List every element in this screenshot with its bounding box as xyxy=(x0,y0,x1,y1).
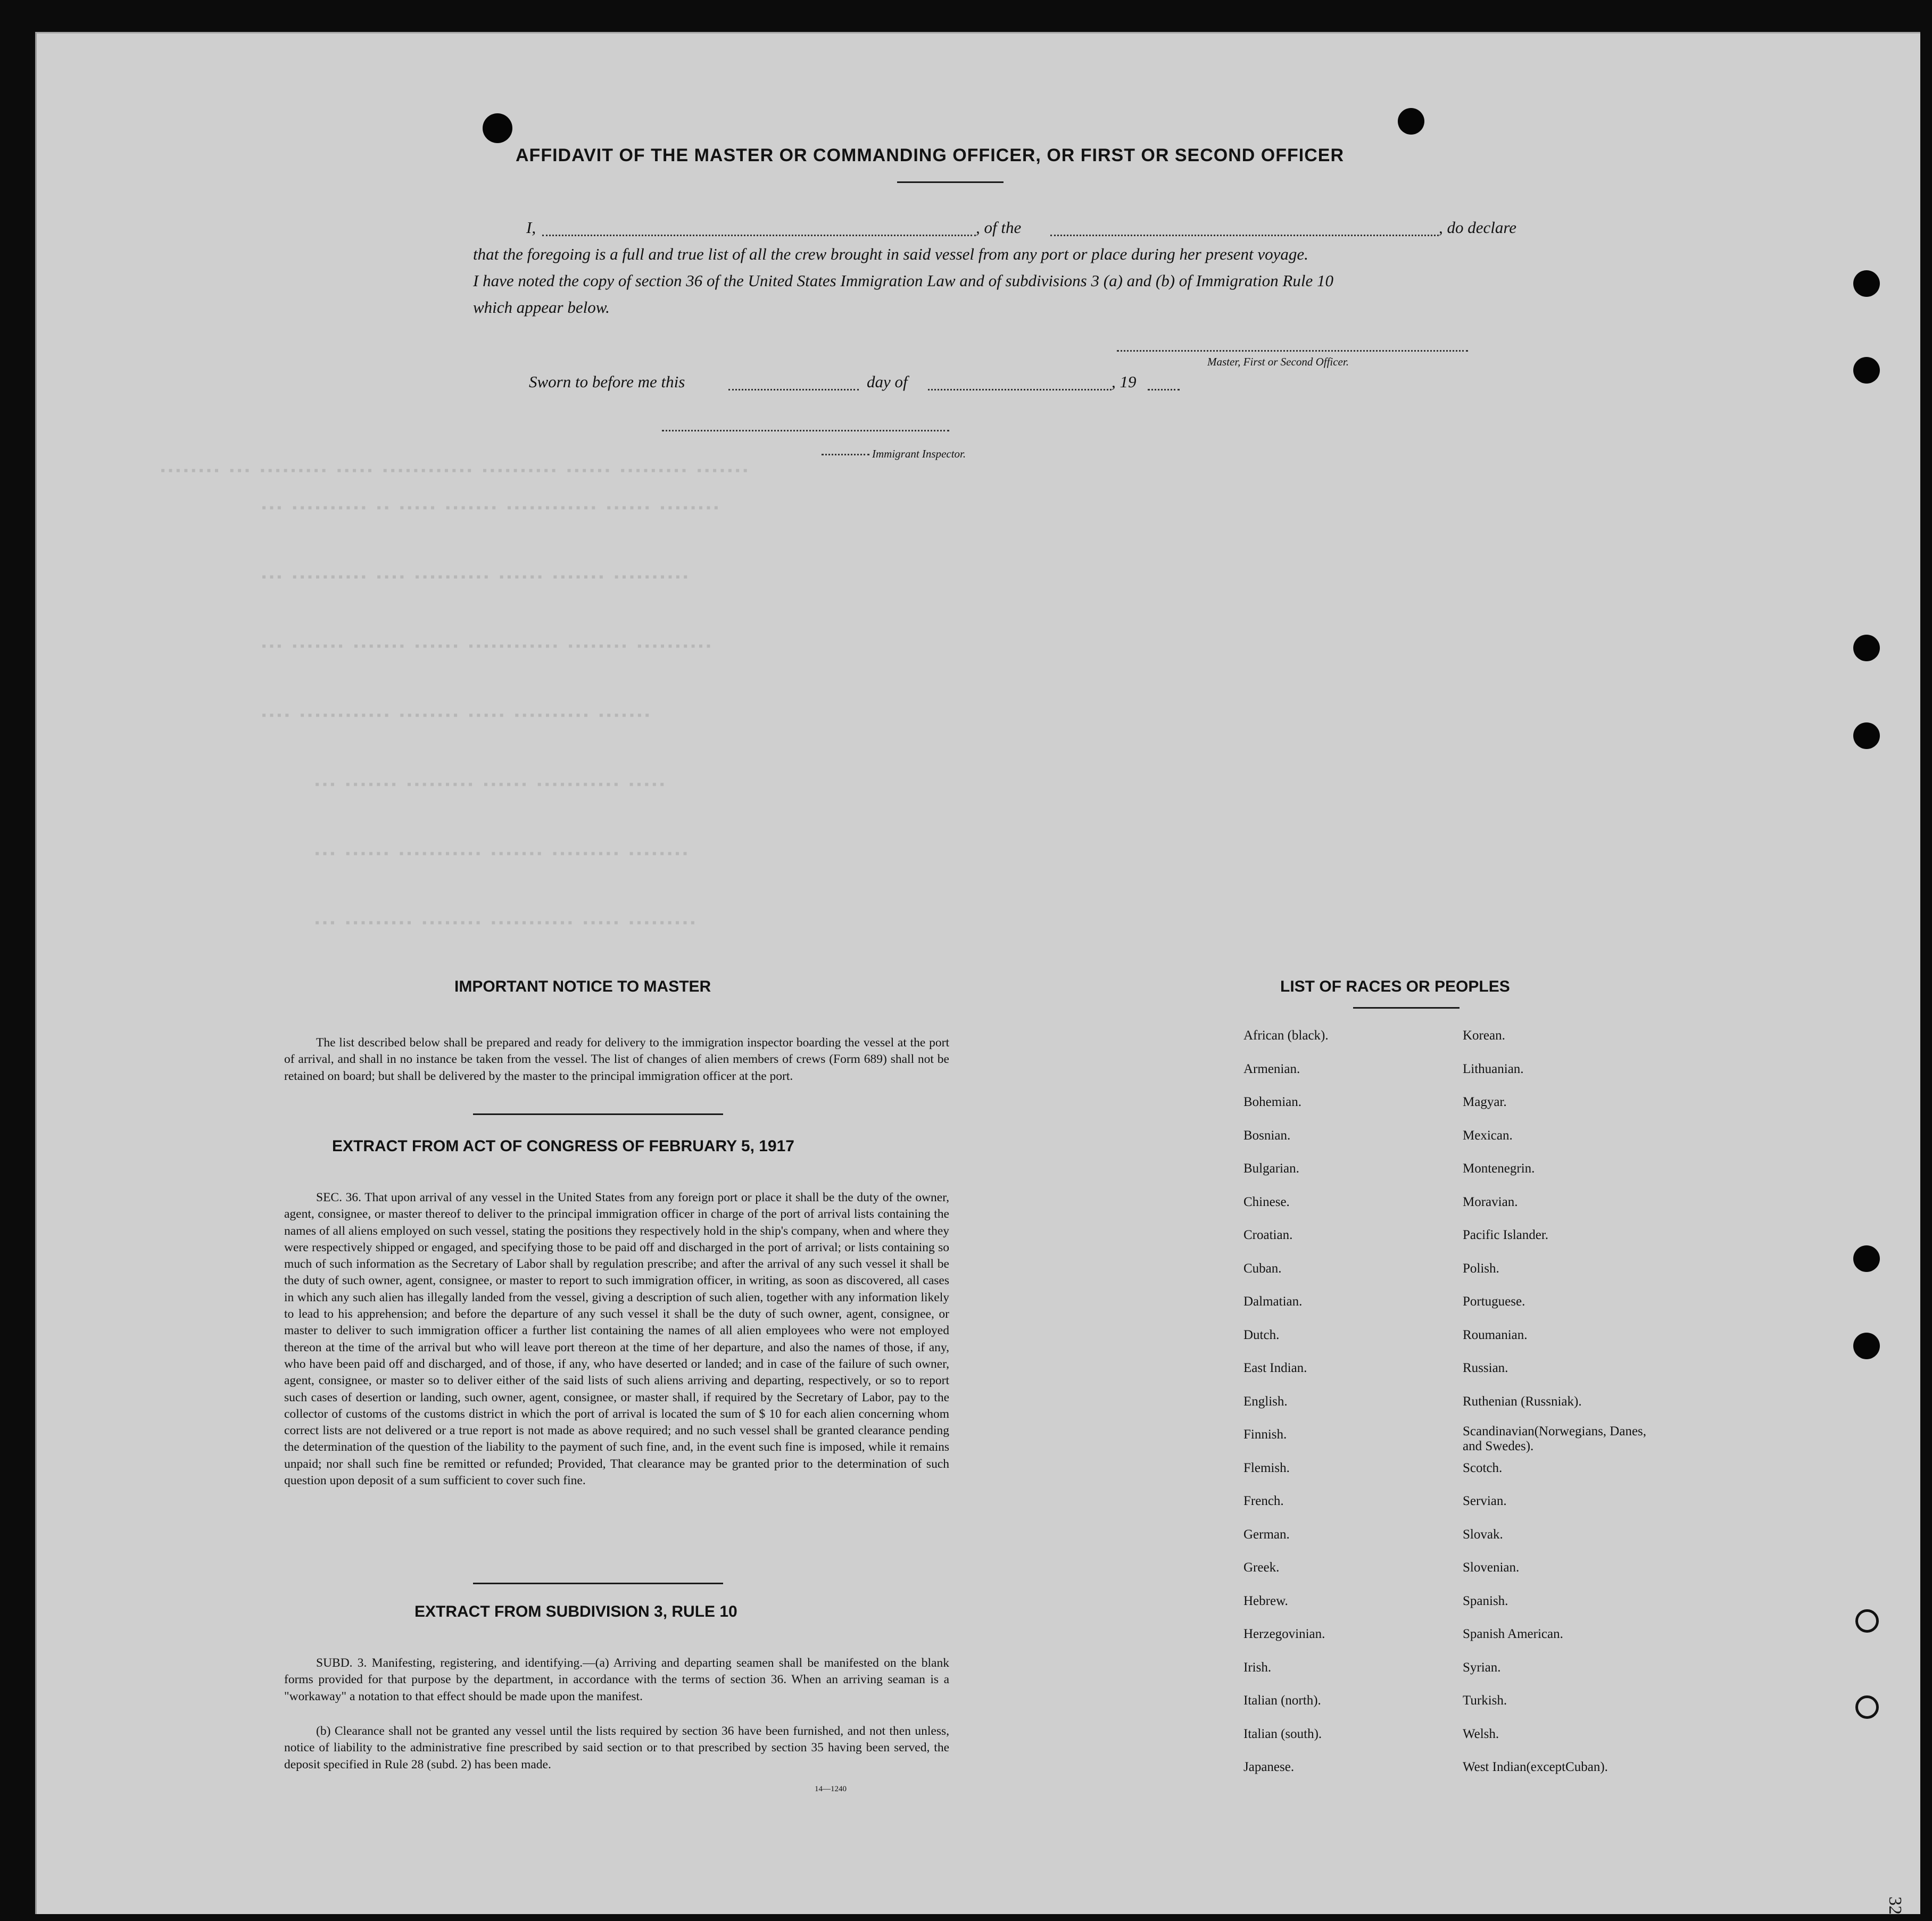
race-list-item: Irish. xyxy=(1243,1660,1272,1675)
race-list-item: Italian (north). xyxy=(1243,1693,1321,1708)
race-list-item: Welsh. xyxy=(1463,1726,1499,1741)
affidavit-statement-line: which appear below. xyxy=(473,298,610,317)
declarant-name-blank[interactable] xyxy=(542,235,976,236)
extract-rule-title: EXTRACT FROM SUBDIVISION 3, RULE 10 xyxy=(414,1603,737,1620)
day-of-text: day of xyxy=(867,372,908,391)
race-list-item: Korean. xyxy=(1463,1028,1505,1043)
of-the-text: , of the xyxy=(976,218,1022,237)
race-list-item: Bulgarian. xyxy=(1243,1161,1299,1176)
inspector-signature-blank[interactable] xyxy=(822,454,869,455)
punch-hole xyxy=(1853,635,1880,661)
section-36-body: SEC. 36. That upon arrival of any vessel in the United States from any foreign port or place it shall be the duty of the owner, agent, consignee, or master thereof to deliver to the principal immigration officer in charge of the port of arrival lists containing the names of all aliens employed on such vessel, stating the positions they respectively hold in the ship's company, when and where they were respectively shipped or engaged, and specifying those to be paid off and discharged in the port of arrival; or lists containing so much of such information as the Secretary of Labor shall by regulation prescribe; and after the arrival of any such vessel it shall be the duty of such owner, agent, consignee, or master to report to such immigration officer, in writing, as soon as discovered, all cases in which any such alien has illegally landed from the vessel, giving a description of such alien, together with any information likely to lead to his apprehension; and before the departure of any such vessel it shall be the duty of such owner, agent, consignee, or master to deliver to such immigration officer a further list containing the names of all alien employees who were not employed thereon at the time of the arrival but who will leave port thereon at the time of her departure, and also the names of those, if any, who have been paid off and discharged, and of those, if any, who have deserted or landed; and in case of the failure of such owner, agent, consignee, or master so to deliver either of the said lists of such aliens arriving and departing, respectively, or so to report such cases of desertion or landing, such owner, agent, consignee, or master shall, if required by the Secretary of Labor, pay to the collector of customs of the customs district in which the port of arrival is located the sum of $ 10 for each alien concerning whom correct lists are not delivered or a true report is not made as above required; and no such vessel shall be granted clearance pending the determination of the question of the liability to the payment of such fine, and, in the event such fine is imposed, while it remains unpaid; nor shall such fine be remitted or refunded; Provided, That clearance may be granted prior to the determination of such question upon deposit of a sum sufficient to cover such fine. xyxy=(284,1191,949,1488)
race-list-item: Magyar. xyxy=(1463,1095,1507,1109)
race-list-item: Slovenian. xyxy=(1463,1560,1520,1575)
race-list-item: Ruthenian (Russniak). xyxy=(1463,1394,1582,1409)
bleed-through-line: ▪▪▪▪▪▪▪▪ ▪▪▪ ▪▪▪▪▪▪▪▪▪ ▪▪▪▪▪ ▪▪▪▪▪▪▪▪▪▪▪▪ ▪▪▪▪▪▪▪▪▪▪ ▪▪▪▪▪▪ ▪▪▪▪▪▪▪▪▪ ▪▪▪▪▪▪▪ xyxy=(159,464,749,479)
race-list-item: Chinese. xyxy=(1243,1194,1290,1209)
notice-title: IMPORTANT NOTICE TO MASTER xyxy=(454,978,711,995)
bleed-through-line: ▪▪▪ ▪▪▪▪▪▪▪▪▪ ▪▪▪▪▪▪▪▪ ▪▪▪▪▪▪▪▪▪▪▪ ▪▪▪▪▪ ▪▪▪▪▪▪▪▪▪ xyxy=(313,917,697,931)
race-list-item: Greek. xyxy=(1243,1560,1280,1575)
race-list-item: Croatian. xyxy=(1243,1228,1293,1242)
affidavit-statement-line: I have noted the copy of section 36 of the United States Immigration Law and of subdivisions 3 (a) and (b) of Immigration Rule 10 xyxy=(473,271,1333,290)
margin-page-number: 32 xyxy=(1885,1897,1905,1915)
punch-hole xyxy=(1853,1245,1880,1272)
race-list-item: French. xyxy=(1243,1494,1284,1508)
punch-hole xyxy=(1853,270,1880,297)
race-list-item: Hebrew. xyxy=(1243,1593,1288,1608)
race-list-item: Bohemian. xyxy=(1243,1095,1302,1109)
punch-hole xyxy=(1853,357,1880,384)
race-list-item: Scotch. xyxy=(1463,1460,1503,1475)
sworn-year-blank[interactable] xyxy=(1148,389,1180,390)
punch-hole xyxy=(1853,1333,1880,1359)
inspector-signature-blank[interactable] xyxy=(662,430,949,431)
declarant-pronoun: I, xyxy=(526,218,536,237)
vessel-name-blank[interactable] xyxy=(1050,235,1439,236)
bleed-through-line: ▪▪▪ ▪▪▪▪▪▪▪▪▪▪ ▪▪▪▪ ▪▪▪▪▪▪▪▪▪▪ ▪▪▪▪▪▪ ▪▪▪▪▪▪▪ ▪▪▪▪▪▪▪▪▪▪ xyxy=(260,571,690,585)
subdivision-3b-body: (b) Clearance shall not be granted any vessel until the lists required by section 36 have been furnished, and not then unless, notice of liability to the administrative fine prescribed by said section or to that prescribed by section 35 having been served, the deposit specified in Rule 28 (subd. 2) has been made. xyxy=(284,1724,949,1772)
affidavit-statement-line: that the foregoing is a full and true list of all the crew brought in said vessel from any port or place during her present voyage. xyxy=(473,245,1308,263)
race-list-item: English. xyxy=(1243,1394,1288,1409)
punch-hole xyxy=(1853,722,1880,749)
race-list-item: Mexican. xyxy=(1463,1128,1513,1143)
race-list-item: Finnish. xyxy=(1243,1427,1287,1442)
bleed-through-line: ▪▪▪ ▪▪▪▪▪▪▪ ▪▪▪▪▪▪▪ ▪▪▪▪▪▪ ▪▪▪▪▪▪▪▪▪▪▪▪ ▪▪▪▪▪▪▪▪ ▪▪▪▪▪▪▪▪▪▪ xyxy=(260,640,712,654)
race-list-item: East Indian. xyxy=(1243,1361,1307,1375)
race-list-item: Italian (south). xyxy=(1243,1726,1322,1741)
race-list-item: Montenegrin. xyxy=(1463,1161,1535,1176)
extract-act-title: EXTRACT FROM ACT OF CONGRESS OF FEBRUARY 5, 1917 xyxy=(332,1137,794,1155)
subdivision-3a-body: SUBD. 3. Manifesting, registering, and identifying.—(a) Arriving and departing seamen shall be manifested on the blank forms provided for that purpose by the department, in accordance with the terms of section 36. When an arriving seaman is a "workaway" a notation to that effect should be made upon the manifest. xyxy=(284,1656,949,1703)
year-prefix: , 19 xyxy=(1112,372,1137,391)
race-list-item: West Indian(exceptCuban). xyxy=(1463,1760,1608,1774)
race-list-item: African (black). xyxy=(1243,1028,1329,1043)
title-underline xyxy=(897,181,1004,183)
race-list-item: Portuguese. xyxy=(1463,1294,1525,1309)
form-number: 14—1240 xyxy=(815,1785,847,1793)
bleed-through-line: ▪▪▪ ▪▪▪▪▪▪▪▪▪▪ ▪▪ ▪▪▪▪▪ ▪▪▪▪▪▪▪ ▪▪▪▪▪▪▪▪▪▪▪▪ ▪▪▪▪▪▪ ▪▪▪▪▪▪▪▪ xyxy=(260,502,720,516)
race-list-item: Bosnian. xyxy=(1243,1128,1291,1143)
punch-hole xyxy=(1398,108,1424,135)
sworn-day-blank[interactable] xyxy=(728,389,859,390)
bleed-through-line: ▪▪▪ ▪▪▪▪▪▪▪ ▪▪▪▪▪▪▪▪▪ ▪▪▪▪▪▪ ▪▪▪▪▪▪▪▪▪▪▪ ▪▪▪▪▪ xyxy=(313,778,666,793)
races-title: LIST OF RACES OR PEOPLES xyxy=(1280,978,1510,995)
punch-hole xyxy=(1855,1609,1879,1633)
race-list-item: Moravian. xyxy=(1463,1194,1518,1209)
sworn-month-blank[interactable] xyxy=(928,389,1112,390)
race-list-item: Armenian. xyxy=(1243,1061,1300,1076)
race-list-item: Lithuanian. xyxy=(1463,1061,1524,1076)
punch-hole xyxy=(1855,1695,1879,1719)
master-signature-blank[interactable] xyxy=(1117,350,1468,352)
race-list-item: Cuban. xyxy=(1243,1261,1282,1276)
sworn-text: Sworn to before me this xyxy=(529,372,685,391)
race-list-item: Scandinavian(Norwegians, Danes, and Swedes). xyxy=(1463,1424,1647,1453)
race-list-item: Spanish American. xyxy=(1463,1627,1563,1641)
race-list-item: Dutch. xyxy=(1243,1327,1280,1342)
race-list-item: Flemish. xyxy=(1243,1460,1290,1475)
bleed-through-line: ▪▪▪ ▪▪▪▪▪▪ ▪▪▪▪▪▪▪▪▪▪▪ ▪▪▪▪▪▪▪ ▪▪▪▪▪▪▪▪▪ ▪▪▪▪▪▪▪▪ xyxy=(313,847,689,862)
bleed-through-line: ▪▪▪▪ ▪▪▪▪▪▪▪▪▪▪▪▪ ▪▪▪▪▪▪▪▪ ▪▪▪▪▪ ▪▪▪▪▪▪▪▪▪▪ ▪▪▪▪▪▪▪ xyxy=(260,709,651,724)
race-list-item: Dalmatian. xyxy=(1243,1294,1303,1309)
race-list-item: Japanese. xyxy=(1243,1760,1295,1774)
race-list-item: Turkish. xyxy=(1463,1693,1507,1708)
master-signature-label: Master, First or Second Officer. xyxy=(1207,355,1349,368)
race-list-item: Polish. xyxy=(1463,1261,1499,1276)
punch-hole xyxy=(483,113,512,143)
notice-body: The list described below shall be prepared and ready for delivery to the immigration inspector boarding the vessel at the port of arrival, and shall in no instance be taken from the vessel. The list of changes of alien members of crews (Form 689) shall not be retained on board; but shall be delivered by the master to the principal immigration officer at the port. xyxy=(284,1036,949,1083)
race-list-item: German. xyxy=(1243,1527,1290,1542)
form-sheet xyxy=(35,32,1920,1914)
race-list-item: Russian. xyxy=(1463,1361,1508,1375)
affidavit-title: AFFIDAVIT OF THE MASTER OR COMMANDING OFFICER, OR FIRST OR SECOND OFFICER xyxy=(516,145,1344,165)
inspector-label: Immigrant Inspector. xyxy=(872,447,966,460)
race-list-item: Syrian. xyxy=(1463,1660,1501,1675)
race-list-item: Slovak. xyxy=(1463,1527,1503,1542)
section-divider xyxy=(473,1113,723,1115)
do-declare-text: , do declare xyxy=(1439,218,1517,237)
race-list-item: Roumanian. xyxy=(1463,1327,1528,1342)
section-divider xyxy=(473,1583,723,1584)
title-underline xyxy=(1353,1007,1460,1009)
race-list-item: Pacific Islander. xyxy=(1463,1228,1549,1242)
race-list-item: Herzegovinian. xyxy=(1243,1627,1325,1641)
race-list-item: Servian. xyxy=(1463,1494,1507,1508)
race-list-item: Spanish. xyxy=(1463,1593,1508,1608)
